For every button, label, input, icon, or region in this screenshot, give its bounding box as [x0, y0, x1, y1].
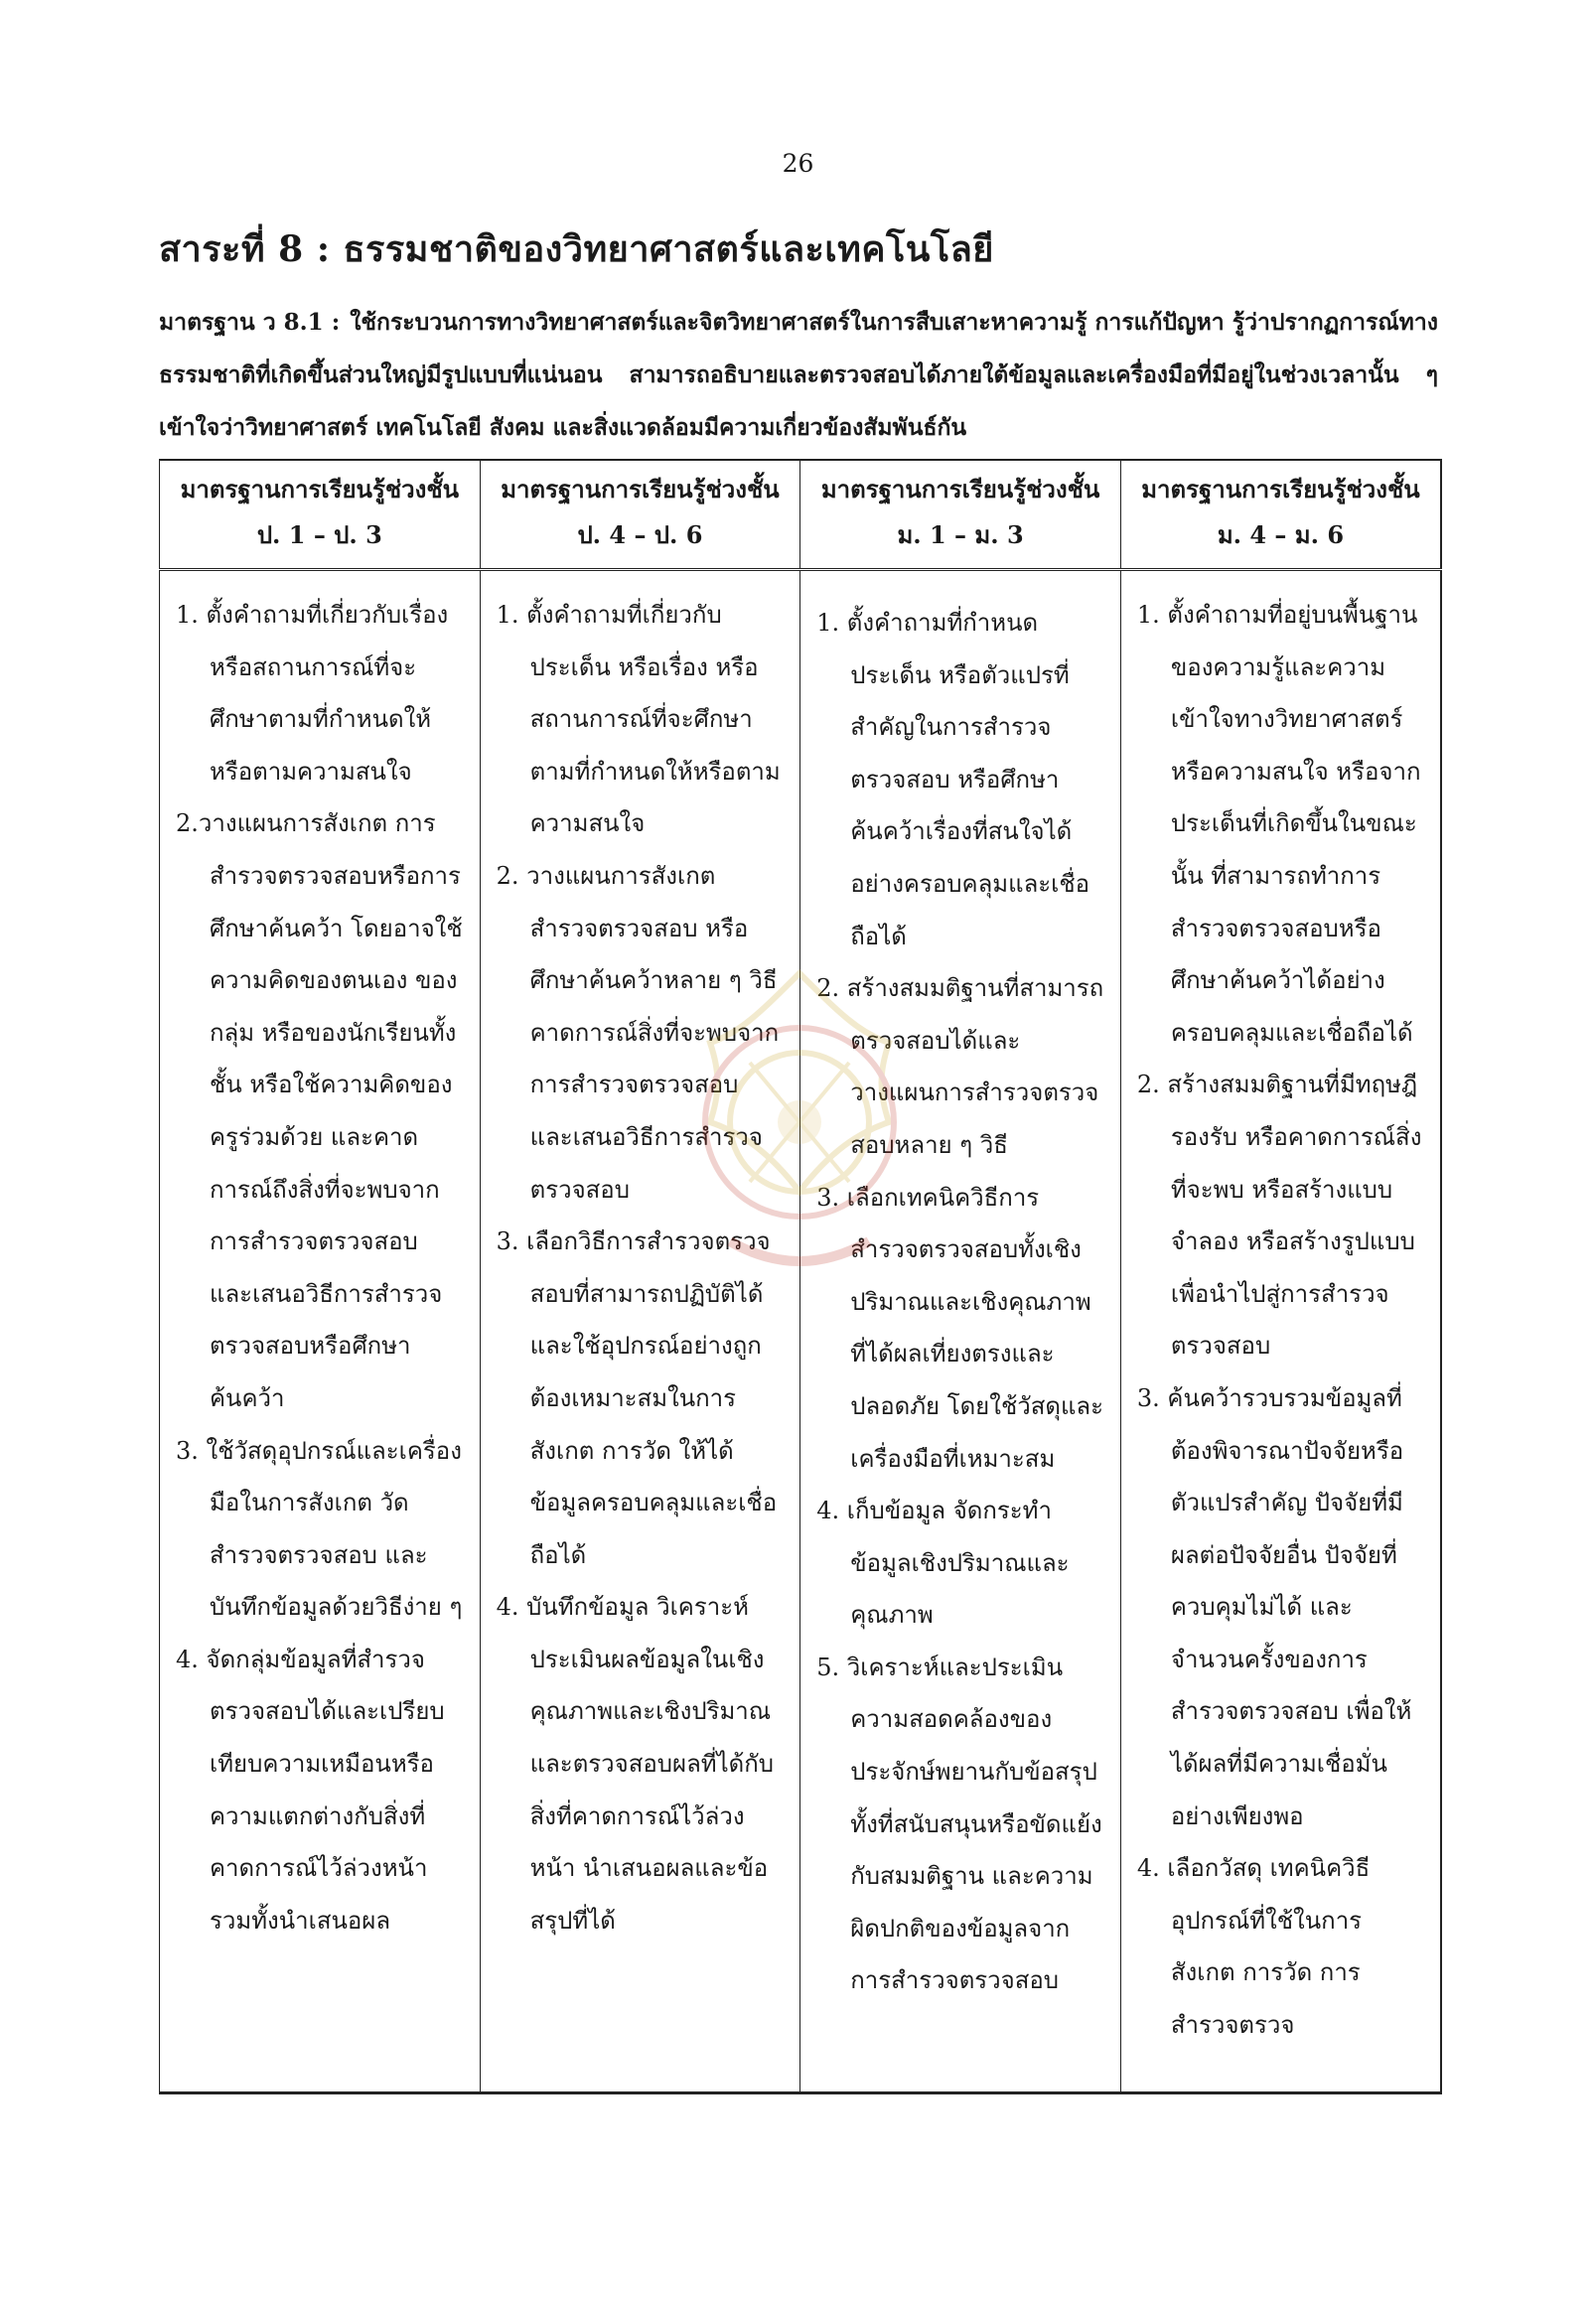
column-m4-m6-items: [1120, 570, 1441, 2093]
list-item: 2. สร้างสมมติฐานที่มีทฤษฎีรองรับ หรือคาดการณ์สิ่งที่จะพบ หรือสร้างแบบจำลอง หรือสร้างรูปแบบ เพื่อนำไปสู่การสำรวจตรวจสอบ: [1136, 1071, 1422, 1361]
list-item: 4. เก็บข้อมูล จัดกระทำข้อมูลเชิงปริมาณและคุณภาพ: [816, 1497, 1070, 1630]
list-item: 1. ตั้งคำถามที่เกี่ยวกับเรื่องหรือสถานการณ์ที่จะศึกษาตามที่กำหนดให้หรือตามความสนใจ: [176, 601, 449, 786]
column-header-m4-m6: [1120, 460, 1441, 570]
list-item: 3. เลือกวิธีการสำรวจตรวจสอบที่สามารถปฏิบัติได้ และใช้อุปกรณ์อย่างถูกต้องเหมาะสมในการสังเกต การวัด ให้ได้ข้อมูลครอบคลุมและเชื่อถือได้: [496, 1227, 778, 1569]
list-item: 3. เลือกเทคนิควิธีการสำรวจตรวจสอบทั้งเชิงปริมาณและเชิงคุณภาพที่ได้ผลเที่ยงตรงและปลอดภัย โดยใช้วัสดุและเครื่องมือที่เหมาะสม: [816, 1183, 1104, 1473]
standard-label: มาตรฐาน ว 8.1 :: [159, 309, 341, 336]
list-item: 4. บันทึกข้อมูล วิเคราะห์ ประเมินผลข้อมูลในเชิงคุณภาพและเชิงปริมาณ และตรวจสอบผลที่ได้กับสิ่งที่คาดการณ์ไว้ล่วงหน้า นำเสนอผลและข้อสรุปที่ได้: [496, 1593, 775, 1935]
list-item: 1. ตั้งคำถามที่เกี่ยวกับประเด็น หรือเรื่อง หรือสถานการณ์ที่จะศึกษาตามที่กำหนดให้หรือตามความสนใจ: [496, 601, 781, 838]
standard-description: ใช้กระบวนการทางวิทยาศาสตร์และจิตวิทยาศาสตร์ในการสืบเสาะหาความรู้ การแก้ปัญหา รู้ว่าปรากฏการณ์ทางธรรมชาติที่เกิดขึ้นส่วนใหญ่มีรูปแบบที่แน่นอน สามารถอธิบายและตรวจสอบได้ภายใต้ข้อมูลและเครื่องมือที่มีอยู่ในช่วงเวลานั้น ๆ เข้าใจว่าวิทยาศาสตร์ เทคโนโลยี สังคม และสิ่งแวดล้อมมีความเกี่ยวข้องสัมพันธ์กัน: [159, 309, 1438, 441]
column-m1-m3-items: [800, 570, 1121, 2093]
page-number: 26: [782, 149, 814, 178]
strand-title: สาระที่ 8 : ธรรมชาติของวิทยาศาสตร์และเทคโนโลยี: [159, 228, 994, 270]
list-item: 4. จัดกลุ่มข้อมูลที่สำรวจตรวจสอบได้และเปรียบเทียบความเหมือนหรือ ความแตกต่างกับสิ่งที่คาดการณ์ไว้ล่วงหน้า รวมทั้งนำเสนอผล: [176, 1645, 445, 1935]
column-header-m1-m3: [800, 460, 1121, 570]
list-item: 1. ตั้งคำถามที่กำหนดประเด็น หรือตัวแปรที่สำคัญในการสำรวจตรวจสอบ หรือศึกษาค้นคว้าเรื่องที่สนใจได้อย่างครอบคลุมและเชื่อถือได้: [816, 609, 1090, 950]
column-header-p4-p6: [480, 460, 800, 570]
column-header-title: มาตรฐานการเรียนรู้ช่วงชั้น: [820, 475, 1100, 504]
column-header-title: มาตรฐานการเรียนรู้ช่วงชั้น: [501, 475, 780, 504]
column-header-grade: ม. 1 – ม. 3: [897, 520, 1024, 549]
column-header-title: มาตรฐานการเรียนรู้ช่วงชั้น: [1141, 475, 1420, 504]
list-item: 3. ใช้วัสดุอุปกรณ์และเครื่องมือในการสังเกต วัด สำรวจตรวจสอบ และบันทึกข้อมูลด้วยวิธีง่าย ๆ: [176, 1436, 463, 1622]
list-item: 1. ตั้งคำถามที่อยู่บนพื้นฐานของความรู้และความเข้าใจทางวิทยาศาสตร์ หรือความสนใจ หรือจากประเด็นที่เกิดขึ้นในขณะนั้น ที่สามารถทำการสำรวจตรวจสอบหรือศึกษาค้นคว้าได้อย่างครอบคลุมและเชื่อถือได้: [1136, 601, 1421, 1047]
table-header-row: [160, 460, 1442, 570]
list-item: 5. วิเคราะห์และประเมินความสอดคล้องของประจักษ์พยานกับข้อสรุป ทั้งที่สนับสนุนหรือขัดแย้งกับสมมติฐาน และความผิดปกติของข้อมูลจากการสำรวจตรวจสอบ: [816, 1653, 1102, 1995]
column-p4-p6-items: [480, 570, 800, 2093]
column-header-grade: ป. 4 – ป. 6: [577, 520, 703, 549]
list-item: 2.วางแผนการสังเกต การสำรวจตรวจสอบหรือการศึกษาค้นคว้า โดยอาจใช้ความคิดของตนเอง ของกลุ่ม หรือของนักเรียนทั้งชั้น หรือใช้ความคิดของครูร่วมด้วย และคาดการณ์ถึงสิ่งที่จะพบจากการสำรวจตรวจสอบ และเสนอวิธีการสำรวจตรวจสอบหรือศึกษาค้นคว้า: [176, 809, 463, 1412]
list-item: 2. สร้างสมมติฐานที่สามารถตรวจสอบได้และวางแผนการสำรวจตรวจสอบหลาย ๆ วิธี: [816, 974, 1104, 1159]
list-item: 4. เลือกวัสดุ เทคนิควิธี อุปกรณ์ที่ใช้ในการสังเกต การวัด การสำรวจตรวจ: [1136, 1854, 1371, 2040]
table-body-row: [160, 570, 1442, 2093]
list-item: 2. วางแผนการสังเกต สำรวจตรวจสอบ หรือศึกษาค้นคว้าหลาย ๆ วิธี คาดการณ์สิ่งที่จะพบจากการสำรวจตรวจสอบ และเสนอวิธีการสำรวจตรวจสอบ: [496, 861, 780, 1204]
column-p1-p3-items: [160, 570, 481, 2093]
column-header-p1-p3: [160, 460, 481, 570]
list-item: 3. ค้นคว้ารวบรวมข้อมูลที่ต้องพิจารณาปัจจัยหรือตัวแปรสำคัญ ปัจจัยที่มีผลต่อปัจจัยอื่น ปัจจัยที่ควบคุมไม่ได้ และจำนวนครั้งของการสำรวจตรวจสอบ เพื่อให้ได้ผลที่มีความเชื่อมั่นอย่างเพียงพอ: [1136, 1383, 1412, 1830]
column-header-title: มาตรฐานการเรียนรู้ช่วงชั้น: [180, 475, 460, 504]
learning-standards-table: [159, 459, 1442, 2094]
column-header-grade: ป. 1 – ป. 3: [256, 520, 382, 549]
column-header-grade: ม. 4 – ม. 6: [1217, 520, 1345, 549]
standard-statement: [159, 296, 1438, 454]
